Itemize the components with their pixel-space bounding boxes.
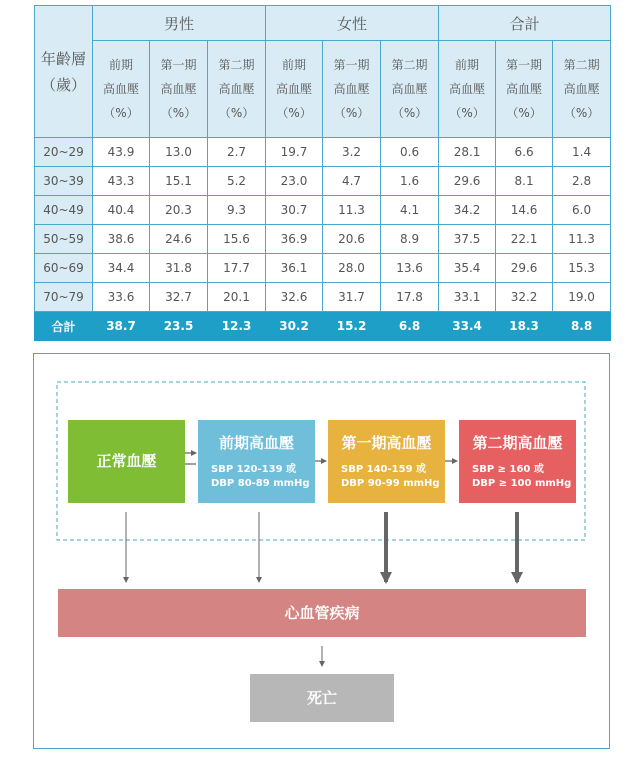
value-cell: 3.2 (323, 138, 381, 167)
value-cell: 35.4 (439, 254, 496, 283)
total-value-cell: 30.2 (266, 312, 323, 341)
value-cell: 17.7 (208, 254, 266, 283)
value-cell: 17.8 (381, 283, 439, 312)
sub-header-line: （%） (160, 106, 197, 120)
value-cell: 2.8 (553, 167, 611, 196)
value-cell: 15.6 (208, 225, 266, 254)
age-group-cell: 30~39 (35, 167, 93, 196)
sub-header-line: 高血壓 (218, 82, 255, 96)
value-cell: 19.7 (266, 138, 323, 167)
death-box: 死亡 (250, 674, 394, 722)
value-cell: 4.1 (381, 196, 439, 225)
value-cell: 30.7 (266, 196, 323, 225)
stage2-criteria (459, 463, 576, 491)
value-cell: 32.7 (150, 283, 208, 312)
sub-header-line: 第二期 (391, 58, 428, 72)
sub-header-line: （%） (391, 106, 428, 120)
group-header-female: 女性 (266, 6, 439, 41)
sub-header-line: （%） (506, 106, 542, 120)
value-cell: 19.0 (553, 283, 611, 312)
sub-header-line: 前期 (455, 58, 480, 72)
sub-header-line: 高血壓 (563, 82, 600, 96)
group-header-total: 合計 (439, 6, 611, 41)
value-cell: 29.6 (496, 254, 553, 283)
value-cell: 29.6 (439, 167, 496, 196)
sub-header-line: 第一期 (333, 58, 370, 72)
value-cell: 38.6 (93, 225, 150, 254)
value-cell: 5.2 (208, 167, 266, 196)
value-cell: 1.6 (381, 167, 439, 196)
sub-header-line: （%） (333, 106, 370, 120)
sub-header-line: （%） (218, 106, 255, 120)
sub-header-line: 高血壓 (276, 82, 313, 96)
value-cell: 43.3 (93, 167, 150, 196)
value-cell: 6.6 (496, 138, 553, 167)
group-header-male: 男性 (93, 6, 266, 41)
value-cell: 28.1 (439, 138, 496, 167)
age-group-cell: 20~29 (35, 138, 93, 167)
total-value-cell: 15.2 (323, 312, 381, 341)
sub-header-line: 第一期 (160, 58, 197, 72)
sub-header-line: 高血壓 (333, 82, 370, 96)
value-cell: 36.1 (266, 254, 323, 283)
sub-header-line: 第二期 (218, 58, 255, 72)
total-value-cell: 12.3 (208, 312, 266, 341)
value-cell: 24.6 (150, 225, 208, 254)
prehypertension-criteria (198, 463, 315, 491)
value-cell: 11.3 (323, 196, 381, 225)
prehypertension-dbp: DBP 80-89 mmHg (211, 478, 310, 489)
stage1-hypertension-box (328, 420, 445, 503)
sub-header-line: 高血壓 (506, 82, 543, 96)
sub-header-line: 高血壓 (160, 82, 197, 96)
stage2-dbp: DBP ≥ 100 mmHg (472, 478, 572, 489)
total-value-cell: 23.5 (150, 312, 208, 341)
normal-bp-box (68, 420, 185, 503)
stage2-sbp: SBP ≥ 160 或 (472, 464, 544, 475)
total-value-cell: 8.8 (553, 312, 611, 341)
sub-header-line: 前期 (108, 58, 133, 72)
stage1-dbp: DBP 90-99 mmHg (341, 478, 440, 489)
value-cell: 34.4 (93, 254, 150, 283)
sub-header-line: 高血壓 (102, 82, 139, 96)
prehypertension-sbp: SBP 120-139 或 (211, 464, 297, 475)
value-cell: 0.6 (381, 138, 439, 167)
value-cell: 36.9 (266, 225, 323, 254)
value-cell: 8.1 (496, 167, 553, 196)
value-cell: 32.6 (266, 283, 323, 312)
value-cell: 31.8 (150, 254, 208, 283)
sub-header-line: 高血壓 (391, 82, 428, 96)
value-cell: 14.6 (496, 196, 553, 225)
age-header-line1: 年齡層 (40, 49, 86, 68)
value-cell: 20.6 (323, 225, 381, 254)
value-cell: 20.1 (208, 283, 266, 312)
stage1-title: 第一期高血壓 (341, 434, 432, 452)
value-cell: 4.7 (323, 167, 381, 196)
value-cell: 33.1 (439, 283, 496, 312)
sub-header-line: （%） (563, 106, 600, 120)
total-value-cell: 33.4 (439, 312, 496, 341)
stage2-title: 第二期高血壓 (472, 434, 563, 452)
value-cell: 1.4 (553, 138, 611, 167)
value-cell: 13.0 (150, 138, 208, 167)
value-cell: 9.3 (208, 196, 266, 225)
age-group-cell: 40~49 (35, 196, 93, 225)
value-cell: 33.6 (93, 283, 150, 312)
sub-header-line: 前期 (282, 58, 307, 72)
value-cell: 13.6 (381, 254, 439, 283)
value-cell: 15.3 (553, 254, 611, 283)
sub-header-line: 第二期 (563, 58, 600, 72)
value-cell: 11.3 (553, 225, 611, 254)
total-value-cell: 6.8 (381, 312, 439, 341)
value-cell: 37.5 (439, 225, 496, 254)
value-cell: 6.0 (553, 196, 611, 225)
total-value-cell: 38.7 (93, 312, 150, 341)
stage1-sbp: SBP 140-159 或 (341, 464, 427, 475)
sub-header-line: （%） (103, 106, 139, 120)
value-cell: 15.1 (150, 167, 208, 196)
value-cell: 2.7 (208, 138, 266, 167)
age-group-cell: 50~59 (35, 225, 93, 254)
cardiovascular-disease-box: 心血管疾病 (58, 589, 586, 637)
age-group-cell: 70~79 (35, 283, 93, 312)
normal-bp-title: 正常血壓 (96, 452, 157, 470)
prehypertension-title: 前期高血壓 (218, 434, 294, 452)
value-cell: 40.4 (93, 196, 150, 225)
total-value-cell: 18.3 (496, 312, 553, 341)
total-label-cell: 合計 (35, 312, 93, 341)
sub-header-line: （%） (276, 106, 312, 120)
value-cell: 23.0 (266, 167, 323, 196)
value-cell: 22.1 (496, 225, 553, 254)
sub-header-line: （%） (449, 106, 485, 120)
stage1-criteria (328, 463, 445, 491)
age-group-cell: 60~69 (35, 254, 93, 283)
value-cell: 34.2 (439, 196, 496, 225)
value-cell: 8.9 (381, 225, 439, 254)
sub-header-line: 第一期 (506, 58, 543, 72)
value-cell: 32.2 (496, 283, 553, 312)
value-cell: 31.7 (323, 283, 381, 312)
stage2-hypertension-box (459, 420, 576, 503)
sub-header-line: 高血壓 (449, 82, 486, 96)
value-cell: 43.9 (93, 138, 150, 167)
prehypertension-box (198, 420, 315, 503)
value-cell: 20.3 (150, 196, 208, 225)
age-header-line2: （歲） (40, 75, 86, 94)
value-cell: 28.0 (323, 254, 381, 283)
